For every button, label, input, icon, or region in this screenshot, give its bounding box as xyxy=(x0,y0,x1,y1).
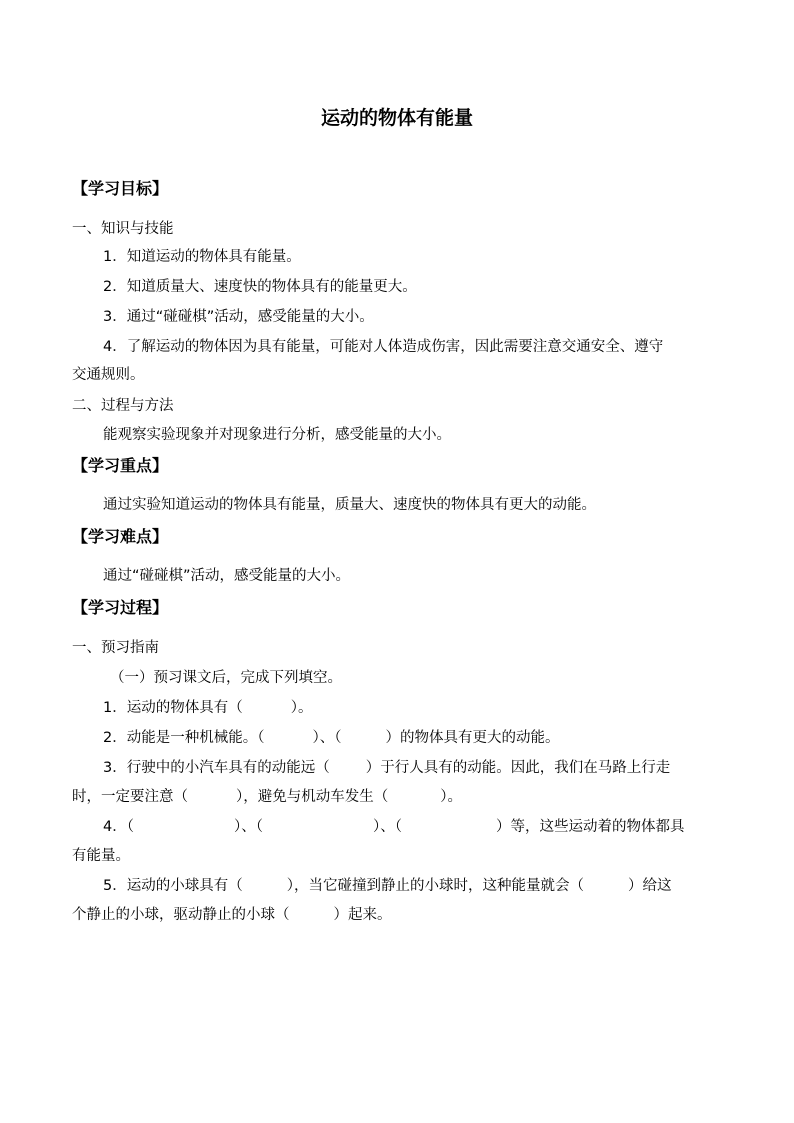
knowledge-item-4-cont: 交通规则。 xyxy=(72,367,145,383)
knowledge-heading: 一、知识与技能 xyxy=(72,221,174,237)
preview-heading: 一、预习指南 xyxy=(72,640,159,656)
fill-question-3: 3．行驶中的小汽车具有的动能远（ ）于行人具有的动能。因此，我们在马路上行走 xyxy=(103,760,671,776)
knowledge-item-4: 4．了解运动的物体因为具有能量，可能对人体造成伤害，因此需要注意交通安全、遵守 xyxy=(103,339,664,355)
fill-question-3-cont: 时，一定要注意（ ），避免与机动车发生（ ）。 xyxy=(72,789,462,805)
knowledge-item-2: 2．知道质量大、速度快的物体具有的能量更大。 xyxy=(103,279,417,295)
document-title: 运动的物体有能量 xyxy=(320,107,473,129)
fill-question-5-cont: 个静止的小球，驱动静止的小球（ ）起来。 xyxy=(72,907,392,923)
objectives-heading: 【学习目标】 xyxy=(72,179,169,198)
preview-subheading: （一）预习课文后，完成下列填空。 xyxy=(110,670,342,686)
learning-process-heading: 【学习过程】 xyxy=(72,598,169,617)
fill-question-4-cont: 有能量。 xyxy=(72,848,130,864)
keypoint-text: 通过实验知道运动的物体具有能量，质量大、速度快的物体具有更大的动能。 xyxy=(103,497,596,513)
fill-question-1: 1．运动的物体具有（ ）。 xyxy=(103,700,313,716)
knowledge-item-1: 1．知道运动的物体具有能量。 xyxy=(103,249,301,265)
knowledge-item-3: 3．通过“碰碰棋”活动，感受能量的大小。 xyxy=(103,309,374,325)
process-heading: 二、过程与方法 xyxy=(72,398,174,414)
fill-question-5: 5．运动的小球具有（ ），当它碰撞到静止的小球时，这种能量就会（ ）给这 xyxy=(103,878,672,894)
fill-question-4: 4．（ ）、（ ）、（ ）等，这些运动着的物体都具 xyxy=(103,819,685,835)
difficulty-heading: 【学习难点】 xyxy=(72,527,169,546)
keypoint-heading: 【学习重点】 xyxy=(72,456,169,475)
process-text: 能观察实验现象并对现象进行分析，感受能量的大小。 xyxy=(103,427,451,443)
difficulty-text: 通过“碰碰棋”活动，感受能量的大小。 xyxy=(103,568,351,584)
fill-question-2: 2．动能是一种机械能。（ ）、（ ）的物体具有更大的动能。 xyxy=(103,730,560,746)
